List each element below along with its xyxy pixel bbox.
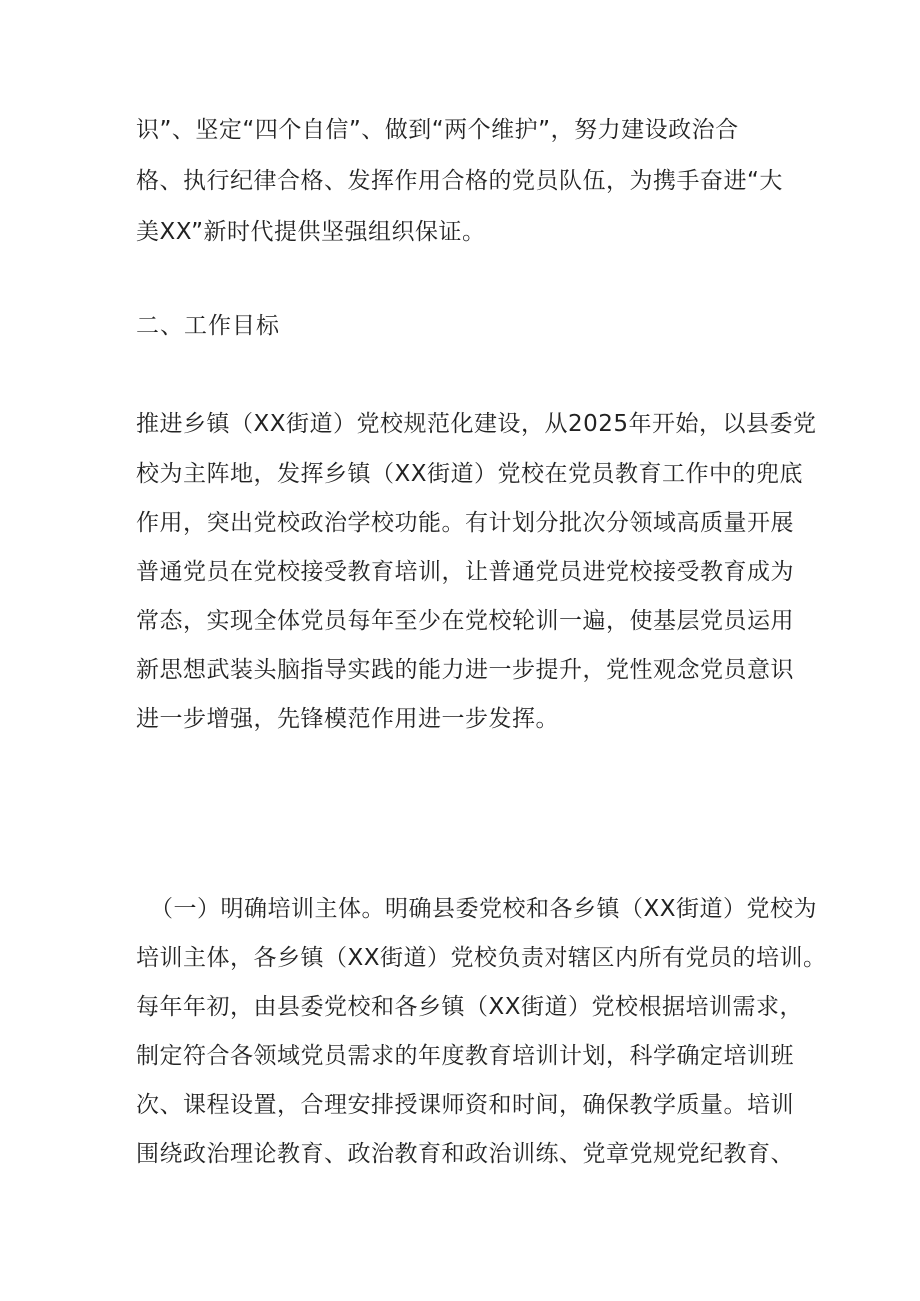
paragraph-line: 常态，实现全体党员每年至少在党校轮训一遍，使基层党员运用 (136, 608, 794, 634)
paragraph-line: 培训主体，各乡镇（XX街道）党校负责对辖区内所有党员的培训。 (136, 945, 827, 971)
paragraph-line: 制定符合各领域党员需求的年度教育培训计划，科学确定培训班 (136, 1043, 794, 1069)
paragraph-line: 校为主阵地，发挥乡镇（XX街道）党校在党员教育工作中的兜底 (136, 461, 804, 487)
paragraph-line: 作用，突出党校政治学校功能。有计划分批次分领域高质量开展 (136, 510, 794, 536)
paragraph-line: 推进乡镇（XX街道）党校规范化建设，从2025年开始，以县委党 (136, 411, 817, 437)
paragraph-line: 进一步增强，先锋模范作用进一步发挥。 (136, 706, 559, 732)
paragraph-line: 美XX”新时代提供坚强组织保证。 (136, 219, 486, 245)
paragraph-line: 普通党员在党校接受教育培训，让普通党员进党校接受教育成为 (136, 559, 794, 585)
paragraph-line: 每年年初，由县委党校和各乡镇（XX街道）党校根据培训需求， (136, 994, 804, 1020)
paragraph-line: 新思想武装头脑指导实践的能力进一步提升，党性观念党员意识 (136, 657, 794, 683)
section-heading: 二、工作目标 (136, 313, 280, 339)
paragraph-line: 格、执行纪律合格、发挥作用合格的党员队伍，为携手奋进“大 (136, 168, 783, 194)
paragraph-line: 识”、坚定“四个自信”、做到“两个维护”，努力建设政治合 (136, 117, 739, 143)
paragraph-line: 围绕政治理论教育、政治教育和政治训练、党章党规党纪教育、 (136, 1141, 794, 1167)
paragraph-line: 次、课程设置，合理安排授课师资和时间，确保教学质量。培训 (136, 1092, 794, 1118)
paragraph-line: （一）明确培训主体。明确县委党校和各乡镇（XX街道）党校为 (150, 896, 818, 922)
